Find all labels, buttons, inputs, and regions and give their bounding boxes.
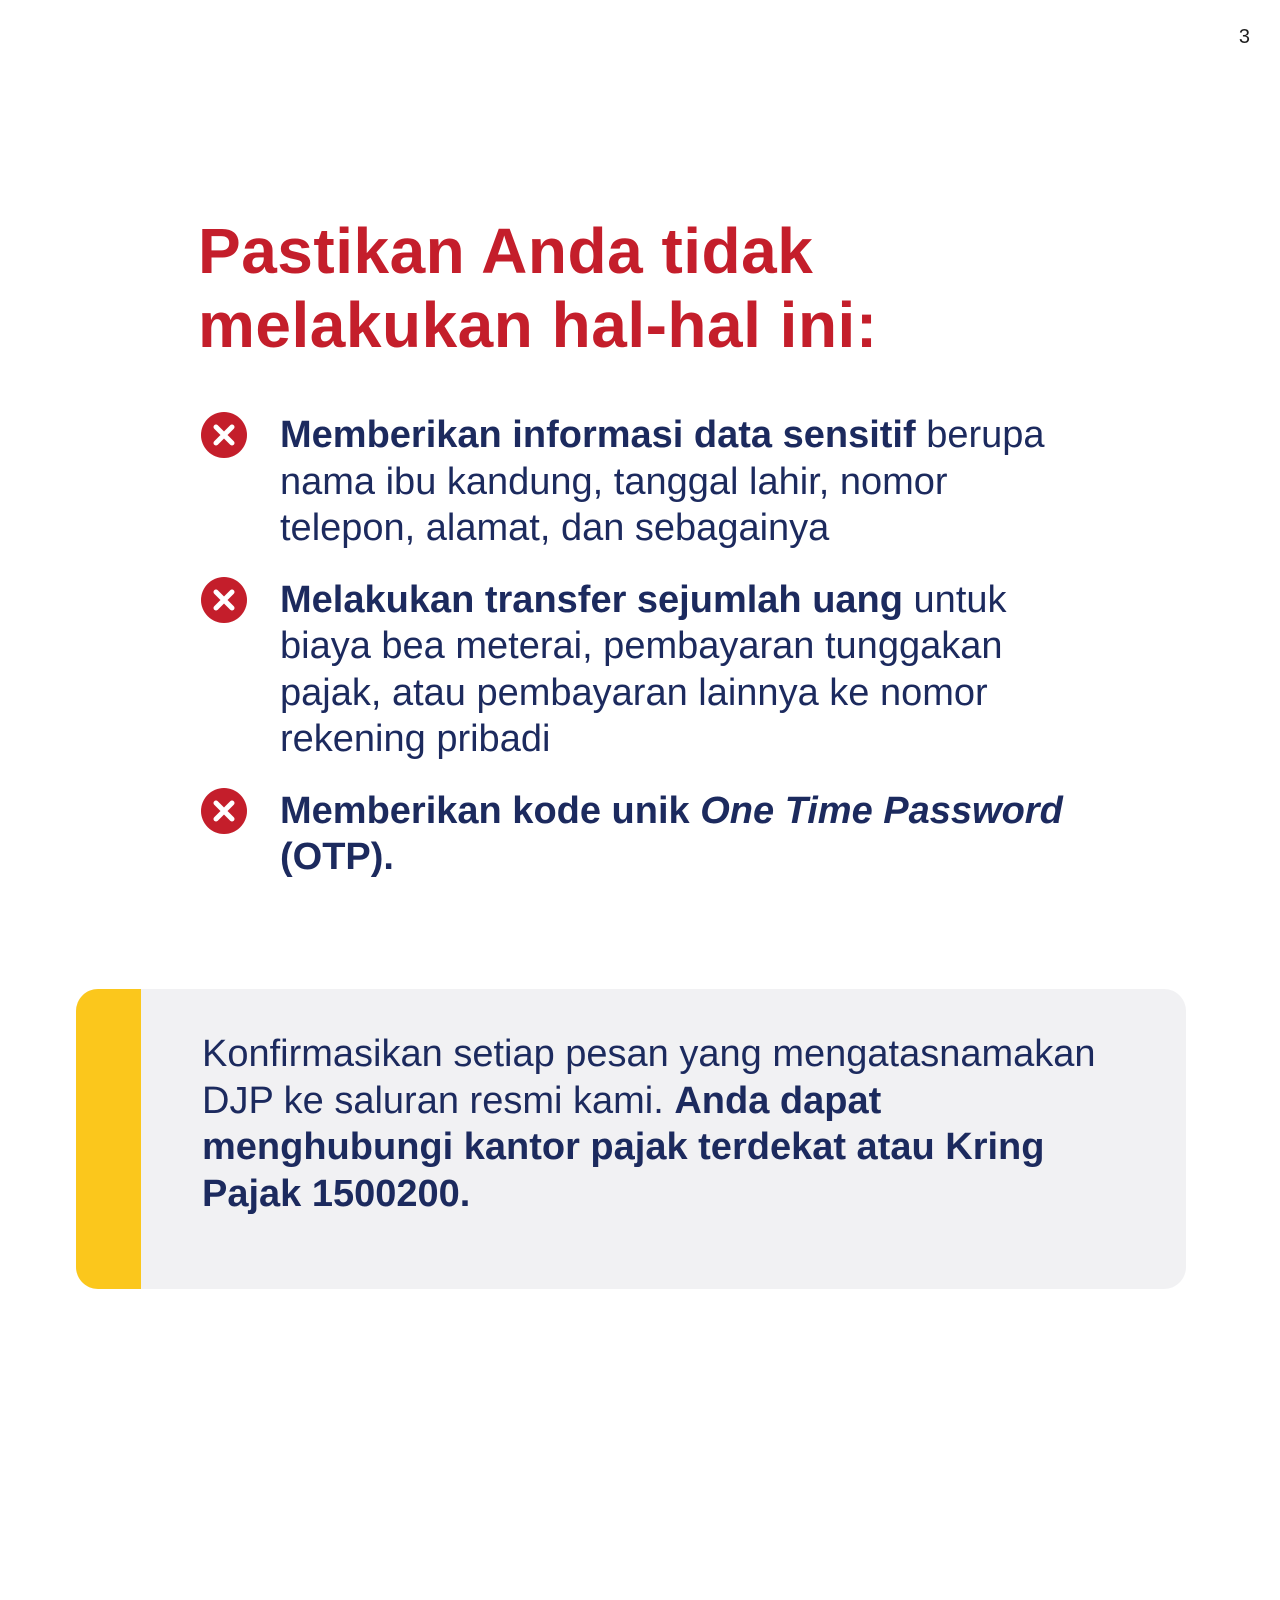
- warning-item-text: untuk biaya bea meterai, pembayaran tunggakan pajak, atau pembayaran lainnya ke nomor rekening pribadi: [280, 578, 1007, 760]
- warning-item-italic: One Time Password: [700, 789, 1063, 832]
- title-line-1: Pastikan Anda tidak: [198, 215, 814, 287]
- warning-item-otp: [200, 788, 1080, 881]
- x-circle-icon: [200, 787, 248, 835]
- warning-item-suffix: (OTP).: [280, 836, 394, 878]
- x-circle-icon: [200, 411, 248, 459]
- warning-item-sensitive-data: [200, 412, 1080, 552]
- warning-item-bold: Melakukan transfer sejumlah uang: [280, 578, 903, 621]
- info-box-bold-text: Anda dapat menghubungi kantor pajak terdekat atau Kring Pajak 1500200.: [202, 1079, 1045, 1215]
- page-number: 3: [1238, 26, 1250, 48]
- info-box-accent-bar: [76, 989, 141, 1289]
- x-circle-icon: [200, 576, 248, 624]
- warning-item-money-transfer: [200, 577, 1080, 763]
- info-box-plain-text: Konfirmasikan setiap pesan yang mengatasnamakan DJP ke saluran resmi kami.: [202, 1033, 1096, 1122]
- warning-list: [200, 412, 1080, 881]
- title-line-2: melakukan hal-hal ini:: [198, 289, 878, 361]
- info-box: [76, 989, 1186, 1289]
- warning-item-bold: Memberikan informasi data sensitif: [280, 414, 916, 456]
- info-box-text: [202, 1031, 1102, 1217]
- page-title: [198, 214, 1098, 362]
- warning-item-bold: Memberikan kode unik: [280, 789, 690, 832]
- warning-item-text: berupa nama ibu kandung, tanggal lahir, nomor telepon, alamat, dan sebagainya: [280, 414, 1045, 549]
